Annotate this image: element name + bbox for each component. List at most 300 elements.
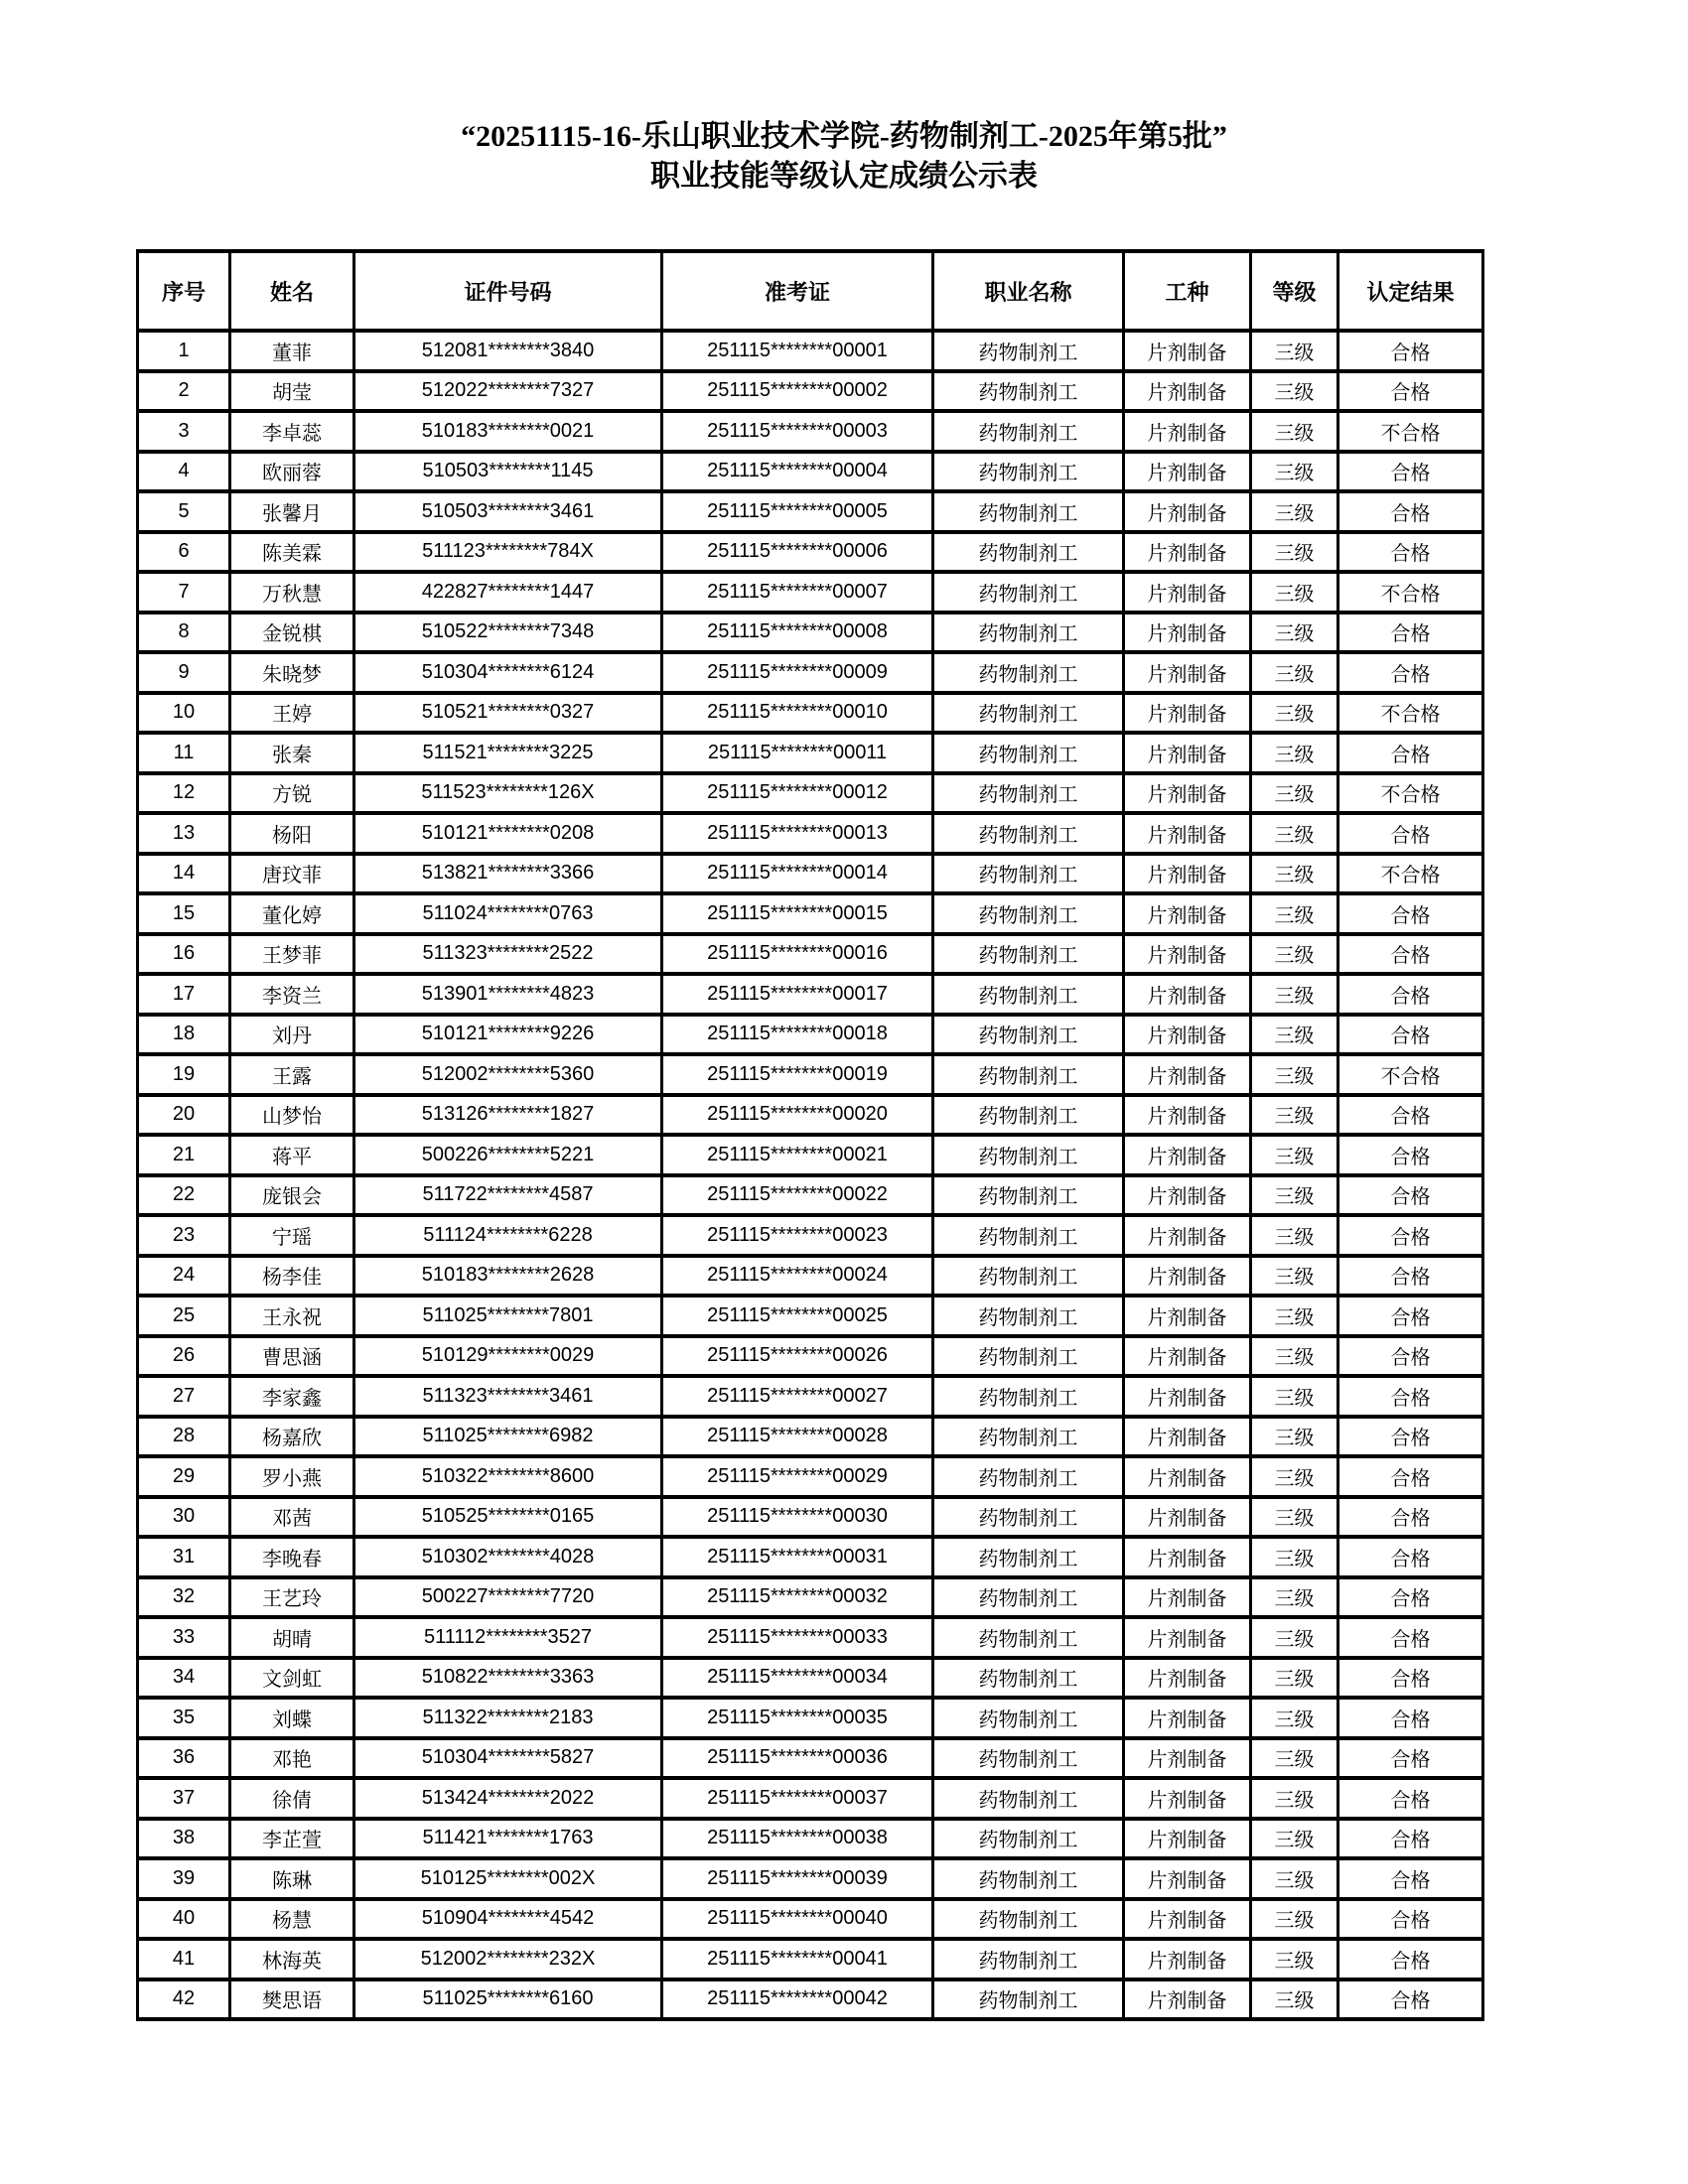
table-cell-col-work-type: 片剂制备	[1124, 1296, 1251, 1336]
table-cell-col-exam-ticket: 251115********00028	[662, 1417, 933, 1457]
table-cell-col-index: 29	[138, 1456, 230, 1497]
table-cell-col-exam-ticket: 251115********00026	[662, 1336, 933, 1377]
table-cell-col-occupation: 药物制剂工	[933, 1175, 1124, 1216]
table-cell-col-id-number: 511521********3225	[354, 733, 662, 773]
table-cell-col-id-number: 511124********6228	[354, 1215, 662, 1256]
table-cell-col-exam-ticket: 251115********00023	[662, 1215, 933, 1256]
table-cell-col-exam-ticket: 251115********00017	[662, 974, 933, 1015]
table-cell-col-id-number: 510121********9226	[354, 1015, 662, 1055]
table-cell-col-id-number: 511322********2183	[354, 1698, 662, 1738]
table-cell-col-exam-ticket: 251115********00034	[662, 1658, 933, 1699]
table-cell-col-level: 三级	[1251, 733, 1338, 773]
table-cell-col-index: 4	[138, 452, 230, 492]
table-row	[138, 974, 1483, 1015]
header-cell-col-level: 等级	[1251, 251, 1338, 331]
table-row	[138, 1617, 1483, 1658]
table-cell-col-name: 杨嘉欣	[230, 1417, 354, 1457]
table-cell-col-occupation: 药物制剂工	[933, 1296, 1124, 1336]
table-row	[138, 371, 1483, 412]
table-cell-col-index: 34	[138, 1658, 230, 1699]
table-cell-col-level: 三级	[1251, 1215, 1338, 1256]
table-cell-col-level: 三级	[1251, 491, 1338, 532]
table-cell-col-name: 庞银会	[230, 1175, 354, 1216]
table-row	[138, 893, 1483, 934]
table-cell-col-index: 38	[138, 1819, 230, 1859]
table-cell-col-result: 合格	[1338, 532, 1483, 573]
table-cell-col-name: 李晚春	[230, 1537, 354, 1577]
table-cell-col-result: 合格	[1338, 1738, 1483, 1779]
table-cell-col-result: 合格	[1338, 1095, 1483, 1136]
table-row	[138, 934, 1483, 975]
table-row	[138, 411, 1483, 452]
table-cell-col-name: 李卓蕊	[230, 411, 354, 452]
table-cell-col-name: 张秦	[230, 733, 354, 773]
table-cell-col-exam-ticket: 251115********00039	[662, 1858, 933, 1899]
table-cell-col-id-number: 422827********1447	[354, 572, 662, 613]
table-cell-col-occupation: 药物制剂工	[933, 1256, 1124, 1297]
document-title-line1: “20251115-16-乐山职业技术学院-药物制剂工-2025年第5批”	[461, 120, 1227, 153]
table-cell-col-result: 合格	[1338, 893, 1483, 934]
table-cell-col-name: 曹思涵	[230, 1336, 354, 1377]
table-cell-col-exam-ticket: 251115********00003	[662, 411, 933, 452]
table-cell-col-result: 不合格	[1338, 1054, 1483, 1095]
table-cell-col-result: 合格	[1338, 934, 1483, 975]
table-cell-col-index: 31	[138, 1537, 230, 1577]
table-cell-col-occupation: 药物制剂工	[933, 773, 1124, 814]
table-cell-col-level: 三级	[1251, 411, 1338, 452]
table-cell-col-id-number: 510125********002X	[354, 1858, 662, 1899]
table-cell-col-name: 蒋平	[230, 1135, 354, 1175]
table-row	[138, 1135, 1483, 1175]
table-cell-col-occupation: 药物制剂工	[933, 1054, 1124, 1095]
document-title	[0, 0, 1688, 196]
table-row	[138, 1376, 1483, 1417]
table-cell-col-level: 三级	[1251, 1095, 1338, 1136]
table-cell-col-index: 3	[138, 411, 230, 452]
table-cell-col-exam-ticket: 251115********00040	[662, 1899, 933, 1940]
table-cell-col-level: 三级	[1251, 1417, 1338, 1457]
table-cell-col-result: 合格	[1338, 1858, 1483, 1899]
table-cell-col-work-type: 片剂制备	[1124, 974, 1251, 1015]
table-cell-col-id-number: 510183********2628	[354, 1256, 662, 1297]
table-cell-col-index: 26	[138, 1336, 230, 1377]
table-cell-col-occupation: 药物制剂工	[933, 532, 1124, 573]
table-cell-col-result: 不合格	[1338, 773, 1483, 814]
table-cell-col-name: 董化婷	[230, 893, 354, 934]
table-cell-col-exam-ticket: 251115********00032	[662, 1577, 933, 1618]
table-row	[138, 1296, 1483, 1336]
table-cell-col-work-type: 片剂制备	[1124, 1054, 1251, 1095]
table-row	[138, 1899, 1483, 1940]
table-row	[138, 733, 1483, 773]
table-row	[138, 1015, 1483, 1055]
table-cell-col-level: 三级	[1251, 452, 1338, 492]
table-cell-col-work-type: 片剂制备	[1124, 1537, 1251, 1577]
table-cell-col-result: 合格	[1338, 491, 1483, 532]
table-cell-col-name: 董菲	[230, 331, 354, 371]
table-cell-col-id-number: 511421********1763	[354, 1819, 662, 1859]
table-cell-col-occupation: 药物制剂工	[933, 934, 1124, 975]
table-cell-col-work-type: 片剂制备	[1124, 1617, 1251, 1658]
table-cell-col-occupation: 药物制剂工	[933, 854, 1124, 894]
table-cell-col-level: 三级	[1251, 813, 1338, 854]
table-row	[138, 1698, 1483, 1738]
table-cell-col-work-type: 片剂制备	[1124, 1376, 1251, 1417]
table-row	[138, 613, 1483, 653]
table-row	[138, 773, 1483, 814]
table-cell-col-index: 13	[138, 813, 230, 854]
table-cell-col-id-number: 510904********4542	[354, 1899, 662, 1940]
table-cell-col-work-type: 片剂制备	[1124, 1778, 1251, 1819]
table-cell-col-result: 合格	[1338, 1899, 1483, 1940]
table-cell-col-level: 三级	[1251, 1979, 1338, 2020]
table-cell-col-name: 文剑虹	[230, 1658, 354, 1699]
table-cell-col-result: 合格	[1338, 331, 1483, 371]
table-cell-col-id-number: 511025********6160	[354, 1979, 662, 2020]
table-cell-col-occupation: 药物制剂工	[933, 1456, 1124, 1497]
table-cell-col-id-number: 510304********5827	[354, 1738, 662, 1779]
table-cell-col-id-number: 510503********3461	[354, 491, 662, 532]
table-cell-col-level: 三级	[1251, 1698, 1338, 1738]
table-row	[138, 1456, 1483, 1497]
table-row	[138, 572, 1483, 613]
header-cell-col-id-number: 证件号码	[354, 251, 662, 331]
table-cell-col-exam-ticket: 251115********00042	[662, 1979, 933, 2020]
table-cell-col-occupation: 药物制剂工	[933, 974, 1124, 1015]
table-cell-col-exam-ticket: 251115********00021	[662, 1135, 933, 1175]
table-cell-col-id-number: 510525********0165	[354, 1497, 662, 1538]
table-cell-col-level: 三级	[1251, 1617, 1338, 1658]
table-cell-col-name: 王露	[230, 1054, 354, 1095]
table-cell-col-name: 杨阳	[230, 813, 354, 854]
table-cell-col-level: 三级	[1251, 1858, 1338, 1899]
table-cell-col-exam-ticket: 251115********00014	[662, 854, 933, 894]
table-cell-col-index: 16	[138, 934, 230, 975]
table-cell-col-index: 40	[138, 1899, 230, 1940]
table-cell-col-occupation: 药物制剂工	[933, 1698, 1124, 1738]
header-cell-col-work-type: 工种	[1124, 251, 1251, 331]
table-cell-col-result: 合格	[1338, 1256, 1483, 1297]
table-cell-col-name: 杨李佳	[230, 1256, 354, 1297]
table-cell-col-exam-ticket: 251115********00031	[662, 1537, 933, 1577]
table-cell-col-name: 陈琳	[230, 1858, 354, 1899]
table-cell-col-result: 合格	[1338, 1215, 1483, 1256]
table-cell-col-level: 三级	[1251, 974, 1338, 1015]
table-cell-col-result: 合格	[1338, 613, 1483, 653]
table-cell-col-name: 邓茜	[230, 1497, 354, 1538]
table-cell-col-id-number: 500226********5221	[354, 1135, 662, 1175]
table-cell-col-level: 三级	[1251, 1015, 1338, 1055]
table-cell-col-index: 8	[138, 613, 230, 653]
table-cell-col-name: 金锐棋	[230, 613, 354, 653]
table-cell-col-level: 三级	[1251, 1778, 1338, 1819]
table-cell-col-result: 合格	[1338, 1417, 1483, 1457]
table-cell-col-id-number: 511112********3527	[354, 1617, 662, 1658]
table-cell-col-result: 合格	[1338, 1819, 1483, 1859]
header-cell-col-exam-ticket: 准考证	[662, 251, 933, 331]
table-row	[138, 331, 1483, 371]
table-cell-col-level: 三级	[1251, 1336, 1338, 1377]
table-cell-col-result: 合格	[1338, 1497, 1483, 1538]
table-cell-col-index: 9	[138, 652, 230, 693]
table-cell-col-index: 35	[138, 1698, 230, 1738]
table-cell-col-occupation: 药物制剂工	[933, 613, 1124, 653]
table-cell-col-level: 三级	[1251, 371, 1338, 412]
table-cell-col-exam-ticket: 251115********00027	[662, 1376, 933, 1417]
table-cell-col-result: 合格	[1338, 1939, 1483, 1979]
table-cell-col-id-number: 512081********3840	[354, 331, 662, 371]
table-cell-col-level: 三级	[1251, 613, 1338, 653]
table-cell-col-exam-ticket: 251115********00037	[662, 1778, 933, 1819]
table-cell-col-exam-ticket: 251115********00035	[662, 1698, 933, 1738]
table-cell-col-index: 18	[138, 1015, 230, 1055]
table-cell-col-id-number: 510183********0021	[354, 411, 662, 452]
table-row	[138, 1336, 1483, 1377]
table-cell-col-work-type: 片剂制备	[1124, 1095, 1251, 1136]
table-cell-col-index: 25	[138, 1296, 230, 1336]
table-cell-col-exam-ticket: 251115********00018	[662, 1015, 933, 1055]
table-cell-col-result: 合格	[1338, 1577, 1483, 1618]
table-cell-col-name: 杨慧	[230, 1899, 354, 1940]
table-cell-col-exam-ticket: 251115********00012	[662, 773, 933, 814]
table-cell-col-work-type: 片剂制备	[1124, 452, 1251, 492]
table-cell-col-index: 41	[138, 1939, 230, 1979]
table-cell-col-level: 三级	[1251, 331, 1338, 371]
table-cell-col-id-number: 510521********0327	[354, 693, 662, 734]
table-cell-col-index: 11	[138, 733, 230, 773]
table-cell-col-name: 唐玟菲	[230, 854, 354, 894]
table-cell-col-exam-ticket: 251115********00008	[662, 613, 933, 653]
table-row	[138, 1738, 1483, 1779]
table-cell-col-occupation: 药物制剂工	[933, 1015, 1124, 1055]
table-cell-col-level: 三级	[1251, 854, 1338, 894]
table-row	[138, 1658, 1483, 1699]
table-cell-col-index: 22	[138, 1175, 230, 1216]
table-cell-col-occupation: 药物制剂工	[933, 371, 1124, 412]
table-cell-col-name: 刘丹	[230, 1015, 354, 1055]
table-cell-col-occupation: 药物制剂工	[933, 893, 1124, 934]
table-cell-col-exam-ticket: 251115********00007	[662, 572, 933, 613]
table-cell-col-level: 三级	[1251, 1899, 1338, 1940]
table-cell-col-level: 三级	[1251, 1296, 1338, 1336]
table-cell-col-level: 三级	[1251, 1577, 1338, 1618]
results-table	[136, 249, 1484, 2021]
table-cell-col-index: 7	[138, 572, 230, 613]
table-cell-col-id-number: 510503********1145	[354, 452, 662, 492]
table-cell-col-id-number: 511523********126X	[354, 773, 662, 814]
header-cell-col-index: 序号	[138, 251, 230, 331]
table-cell-col-occupation: 药物制剂工	[933, 1979, 1124, 2020]
table-cell-col-id-number: 511722********4587	[354, 1175, 662, 1216]
table-cell-col-name: 陈美霖	[230, 532, 354, 573]
table-cell-col-result: 不合格	[1338, 411, 1483, 452]
table-cell-col-occupation: 药物制剂工	[933, 1215, 1124, 1256]
table-cell-col-exam-ticket: 251115********00004	[662, 452, 933, 492]
table-cell-col-exam-ticket: 251115********00013	[662, 813, 933, 854]
table-cell-col-result: 不合格	[1338, 693, 1483, 734]
table-cell-col-exam-ticket: 251115********00036	[662, 1738, 933, 1779]
header-cell-col-name: 姓名	[230, 251, 354, 331]
table-cell-col-work-type: 片剂制备	[1124, 893, 1251, 934]
table-cell-col-id-number: 513424********2022	[354, 1778, 662, 1819]
table-cell-col-work-type: 片剂制备	[1124, 331, 1251, 371]
table-row	[138, 854, 1483, 894]
table-cell-col-result: 合格	[1338, 652, 1483, 693]
table-cell-col-occupation: 药物制剂工	[933, 1417, 1124, 1457]
table-cell-col-occupation: 药物制剂工	[933, 1819, 1124, 1859]
table-cell-col-level: 三级	[1251, 693, 1338, 734]
table-cell-col-level: 三级	[1251, 532, 1338, 573]
table-cell-col-result: 合格	[1338, 1135, 1483, 1175]
table-row	[138, 1215, 1483, 1256]
table-cell-col-index: 14	[138, 854, 230, 894]
table-cell-col-work-type: 片剂制备	[1124, 411, 1251, 452]
table-cell-col-work-type: 片剂制备	[1124, 1497, 1251, 1538]
table-header-row	[138, 251, 1483, 331]
table-cell-col-work-type: 片剂制备	[1124, 613, 1251, 653]
table-cell-col-id-number: 510522********7348	[354, 613, 662, 653]
table-cell-col-work-type: 片剂制备	[1124, 652, 1251, 693]
table-cell-col-level: 三级	[1251, 934, 1338, 975]
table-cell-col-index: 10	[138, 693, 230, 734]
table-cell-col-id-number: 511024********0763	[354, 893, 662, 934]
table-cell-col-occupation: 药物制剂工	[933, 1738, 1124, 1779]
table-cell-col-name: 李家鑫	[230, 1376, 354, 1417]
table-cell-col-result: 合格	[1338, 1175, 1483, 1216]
table-cell-col-id-number: 513821********3366	[354, 854, 662, 894]
table-cell-col-work-type: 片剂制备	[1124, 773, 1251, 814]
table-row	[138, 1979, 1483, 2020]
table-cell-col-level: 三级	[1251, 1537, 1338, 1577]
table-cell-col-work-type: 片剂制备	[1124, 1256, 1251, 1297]
table-cell-col-work-type: 片剂制备	[1124, 1577, 1251, 1618]
table-cell-col-work-type: 片剂制备	[1124, 854, 1251, 894]
table-cell-col-id-number: 512002********5360	[354, 1054, 662, 1095]
table-cell-col-level: 三级	[1251, 652, 1338, 693]
table-cell-col-id-number: 510121********0208	[354, 813, 662, 854]
table-row	[138, 491, 1483, 532]
table-row	[138, 1858, 1483, 1899]
table-cell-col-level: 三级	[1251, 1497, 1338, 1538]
table-cell-col-result: 合格	[1338, 1456, 1483, 1497]
table-cell-col-work-type: 片剂制备	[1124, 1819, 1251, 1859]
table-cell-col-exam-ticket: 251115********00038	[662, 1819, 933, 1859]
table-cell-col-name: 徐倩	[230, 1778, 354, 1819]
table-cell-col-level: 三级	[1251, 1456, 1338, 1497]
table-cell-col-occupation: 药物制剂工	[933, 733, 1124, 773]
table-cell-col-index: 30	[138, 1497, 230, 1538]
table-cell-col-work-type: 片剂制备	[1124, 813, 1251, 854]
table-cell-col-level: 三级	[1251, 1175, 1338, 1216]
table-cell-col-occupation: 药物制剂工	[933, 331, 1124, 371]
table-cell-col-index: 21	[138, 1135, 230, 1175]
table-cell-col-occupation: 药物制剂工	[933, 1899, 1124, 1940]
table-cell-col-id-number: 512002********232X	[354, 1939, 662, 1979]
table-cell-col-index: 27	[138, 1376, 230, 1417]
table-cell-col-exam-ticket: 251115********00011	[662, 733, 933, 773]
table-cell-col-work-type: 片剂制备	[1124, 371, 1251, 412]
table-cell-col-name: 李资兰	[230, 974, 354, 1015]
document-title-line2: 职业技能等级认定成绩公示表	[650, 159, 1038, 193]
table-cell-col-name: 樊思语	[230, 1979, 354, 2020]
table-row	[138, 1537, 1483, 1577]
table-cell-col-name: 邓艳	[230, 1738, 354, 1779]
table-cell-col-name: 胡晴	[230, 1617, 354, 1658]
table-cell-col-exam-ticket: 251115********00041	[662, 1939, 933, 1979]
table-cell-col-id-number: 511323********2522	[354, 934, 662, 975]
table-cell-col-id-number: 510322********8600	[354, 1456, 662, 1497]
table-cell-col-index: 5	[138, 491, 230, 532]
table-cell-col-id-number: 510129********0029	[354, 1336, 662, 1377]
header-cell-col-occupation: 职业名称	[933, 251, 1124, 331]
table-cell-col-index: 23	[138, 1215, 230, 1256]
table-cell-col-occupation: 药物制剂工	[933, 1858, 1124, 1899]
table-cell-col-exam-ticket: 251115********00020	[662, 1095, 933, 1136]
table-cell-col-id-number: 500227********7720	[354, 1577, 662, 1618]
table-row	[138, 532, 1483, 573]
table-cell-col-exam-ticket: 251115********00024	[662, 1256, 933, 1297]
table-cell-col-work-type: 片剂制备	[1124, 1336, 1251, 1377]
table-cell-col-name: 方锐	[230, 773, 354, 814]
table-cell-col-occupation: 药物制剂工	[933, 1135, 1124, 1175]
table-cell-col-work-type: 片剂制备	[1124, 693, 1251, 734]
table-cell-col-name: 刘蝶	[230, 1698, 354, 1738]
table-cell-col-index: 32	[138, 1577, 230, 1618]
table-cell-col-name: 林海英	[230, 1939, 354, 1979]
table-cell-col-name: 王永祝	[230, 1296, 354, 1336]
table-row	[138, 693, 1483, 734]
table-cell-col-level: 三级	[1251, 1738, 1338, 1779]
table-cell-col-occupation: 药物制剂工	[933, 411, 1124, 452]
table-row	[138, 1417, 1483, 1457]
table-cell-col-work-type: 片剂制备	[1124, 1456, 1251, 1497]
table-cell-col-occupation: 药物制剂工	[933, 1336, 1124, 1377]
table-cell-col-occupation: 药物制剂工	[933, 572, 1124, 613]
table-cell-col-result: 不合格	[1338, 854, 1483, 894]
table-cell-col-exam-ticket: 251115********00006	[662, 532, 933, 573]
table-cell-col-exam-ticket: 251115********00005	[662, 491, 933, 532]
table-cell-col-occupation: 药物制剂工	[933, 1497, 1124, 1538]
table-cell-col-result: 合格	[1338, 974, 1483, 1015]
table-cell-col-result: 合格	[1338, 371, 1483, 412]
table-cell-col-exam-ticket: 251115********00001	[662, 331, 933, 371]
table-cell-col-occupation: 药物制剂工	[933, 1939, 1124, 1979]
table-cell-col-level: 三级	[1251, 572, 1338, 613]
table-cell-col-work-type: 片剂制备	[1124, 1899, 1251, 1940]
table-cell-col-result: 合格	[1338, 1296, 1483, 1336]
table-cell-col-id-number: 511123********784X	[354, 532, 662, 573]
table-cell-col-name: 欧丽蓉	[230, 452, 354, 492]
table-cell-col-index: 24	[138, 1256, 230, 1297]
table-cell-col-occupation: 药物制剂工	[933, 1658, 1124, 1699]
table-row	[138, 652, 1483, 693]
table-cell-col-index: 12	[138, 773, 230, 814]
table-cell-col-exam-ticket: 251115********00015	[662, 893, 933, 934]
table-cell-col-result: 合格	[1338, 1658, 1483, 1699]
table-cell-col-name: 王婷	[230, 693, 354, 734]
table-cell-col-exam-ticket: 251115********00002	[662, 371, 933, 412]
table-cell-col-work-type: 片剂制备	[1124, 1979, 1251, 2020]
table-cell-col-id-number: 511323********3461	[354, 1376, 662, 1417]
table-cell-col-work-type: 片剂制备	[1124, 1698, 1251, 1738]
table-cell-col-result: 合格	[1338, 733, 1483, 773]
table-row	[138, 1939, 1483, 1979]
table-cell-col-id-number: 511025********6982	[354, 1417, 662, 1457]
table-cell-col-level: 三级	[1251, 773, 1338, 814]
table-cell-col-index: 19	[138, 1054, 230, 1095]
table-cell-col-index: 36	[138, 1738, 230, 1779]
table-cell-col-occupation: 药物制剂工	[933, 652, 1124, 693]
